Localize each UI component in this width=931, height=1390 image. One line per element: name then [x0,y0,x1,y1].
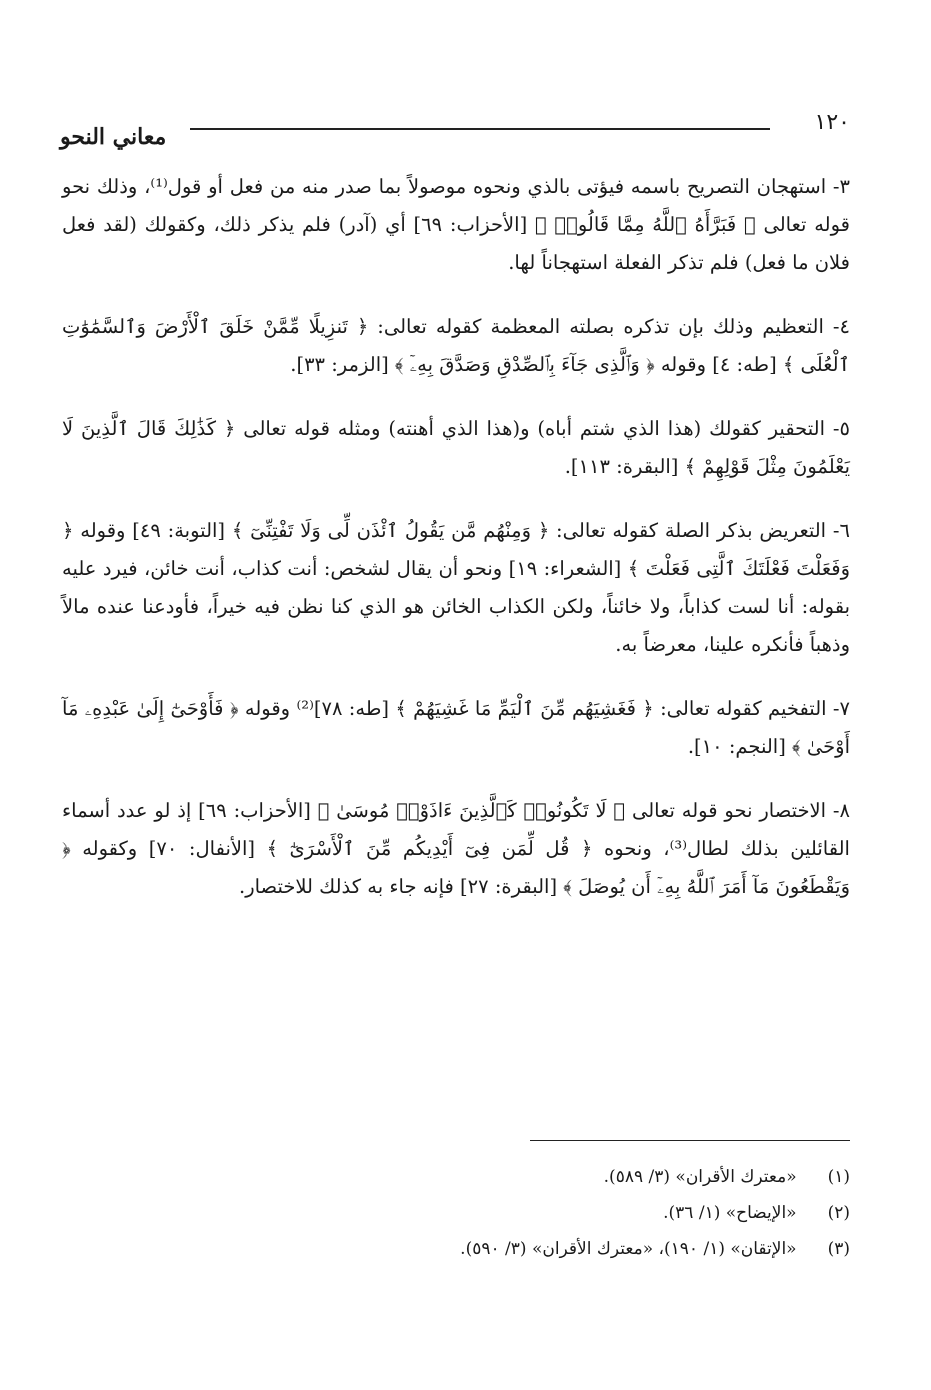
paragraph-7: ٧- التفخيم كقوله تعالى: ﴿ فَغَشِيَهُم مِّنَ ٱلْيَمِّ مَا غَشِيَهُمْ ﴾ [طه: ٧٨]⁽²⁾ وقوله ﴿ فَأَوْحَىٰٓ إِلَىٰ عَبْدِهِۦ مَآ أَوْحَىٰ ﴾ [النجم: ١٠]. [62,697,850,758]
paragraph-6: ٦- التعريض بذكر الصلة كقوله تعالى: ﴿ وَمِنْهُم مَّن يَقُولُ ٱئْذَن لِّى وَلَا تَفْتِنِّىٓ ﴾ [التوبة: ٤٩] وقوله ﴿ وَفَعَلْتَ فَعْلَتَكَ ٱلَّتِى فَعَلْتَ ﴾ [الشعراء: ١٩] ونحو أن يقال لشخص: أنت كذاب، أنت خائن، فيرد عليه بقوله: أنا لست كذاباً، ولا خائناً، ولكن الكذاب الخائن هو الذي كنا نظن فيه خيراً، فأودعنا عنده مالاً وذهباً فأنكره علينا، معرضاً به. [62,519,850,656]
footnote-item [60,1231,850,1267]
footnote-number: (٣) [827,1239,850,1259]
paragraph-8: ٨- الاختصار نحو قوله تعالى ﴿ لَا تَكُونُوا۟ كَٱلَّذِينَ ءَاذَوْا۟ مُوسَىٰ ﴾ [الأحزاب: ٦٩] إذ لو عدد أسماء القائلين بذلك لطال⁽³⁾، ونحوه ﴿ قُل لِّمَن فِىٓ أَيْدِيكُم مِّنَ ٱلْأَسْرَىٰٓ ﴾ [الأنفال: ٧٠] وكقوله ﴿ وَيَقْطَعُونَ مَآ أَمَرَ ٱللَّهُ بِهِۦٓ أَن يُوصَلَ ﴾ [البقرة: ٢٧] فإنه جاء به كذلك للاختصار. [62,799,851,898]
page-header [60,110,850,150]
paragraph-4: ٤- التعظيم وذلك بإن تذكره بصلته المعظمة كقوله تعالى: ﴿ تَنزِيلًا مِّمَّنْ خَلَقَ ٱلْأَرْضَ وَٱلسَّمَٰوَٰتِ ٱلْعُلَى ﴾ [طه: ٤] وقوله ﴿ وَٱلَّذِى جَآءَ بِٱلصِّدْقِ وَصَدَّقَ بِهِۦٓ ﴾ [الزمر: ٣٣]. [62,315,850,376]
footnote-rule [530,1140,850,1141]
footnote-text: «الإيضاح» (١/ ٣٦). [663,1203,797,1223]
footnote-number: (٢) [827,1203,850,1223]
footnote-number: (١) [827,1167,850,1187]
footnote-text: «الإتقان» (١/ ١٩٠)، «معترك الأقران» (٣/ ٥٩٠). [460,1239,797,1259]
paragraph-5: ٥- التحقير كقولك (هذا الذي شتم أباه) و(هذا الذي أهنته) ومثله قوله تعالى ﴿ كَذَٰلِكَ قَالَ ٱلَّذِينَ لَا يَعْلَمُونَ مِثْلَ قَوْلِهِمْ ﴾ [البقرة: ١١٣]. [62,417,850,478]
body-text [62,168,850,932]
page-number: ١٢٠ [814,110,850,135]
footnotes [60,1140,850,1267]
header-rule [190,128,770,130]
paragraph-3: ٣- استهجان التصريح باسمه فيؤتى بالذي ونحوه موصولاً بما صدر منه من فعل أو قول⁽¹⁾، وذلك نحو قوله تعالى ﴿ فَبَرَّأَهُ ٱللَّهُ مِمَّا قَالُوا۟ ﴾ [الأحزاب: ٦٩] أي (آدر) فلم يذكر ذلك، وكقولك (لقد فعل فلان ما فعل) فلم تذكر الفعلة استهجاناً لها. [62,175,850,274]
footnote-text: «معترك الأقران» (٣/ ٥٨٩). [603,1167,797,1187]
footnote-item [60,1195,850,1231]
footnote-item [60,1159,850,1195]
running-title: معاني النحو [60,124,167,150]
